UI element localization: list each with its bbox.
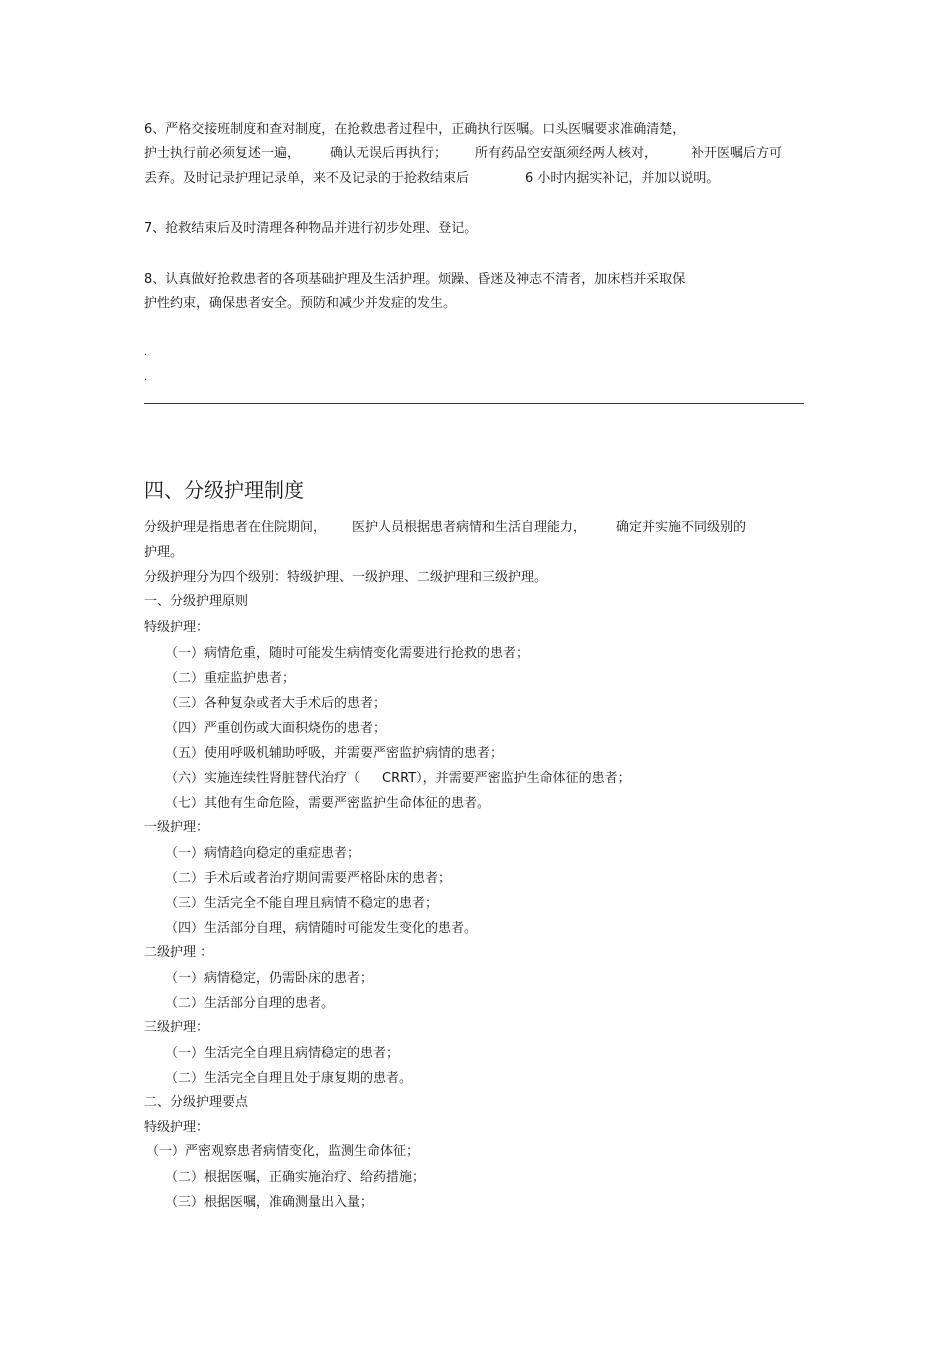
- special-item-2: （二）重症监护患者；: [165, 671, 296, 686]
- item6-line2-part-a: 护士执行前必须复述一遍，: [144, 146, 301, 161]
- intro-part-b: 医护人员根据患者病情和生活自理能力，: [352, 520, 587, 535]
- key-item-2: （二）根据医嘱，正确实施治疗、给药措施；: [165, 1170, 426, 1185]
- intro-part-c: 确定并实施不同级别的: [616, 520, 747, 535]
- first-item-1: （一）病情趋向稳定的重症患者；: [165, 846, 361, 861]
- section-title: 四、分级护理制度: [144, 478, 304, 502]
- second-label: 二级护理 ：: [144, 945, 214, 960]
- first-item-4: （四）生活部分自理，病情随时可能发生变化的患者。: [165, 921, 478, 936]
- item6-line2-part-d: 补开医嘱后方可: [691, 146, 783, 161]
- item6-line2: [144, 146, 782, 162]
- principles-title: 一、分级护理原则: [144, 594, 249, 609]
- third-item-1: （一）生活完全自理且病情稳定的患者；: [165, 1046, 400, 1061]
- item6-line2-part-c: 所有药品空安瓿须经两人核对，: [475, 146, 658, 161]
- key-points-title: 二、分级护理要点: [144, 1095, 249, 1110]
- item6-line2-part-b: 确认无误后再执行；: [330, 146, 448, 161]
- item6-line3-part-a: 丢弃。及时记录护理记录单，来不及记录的于抢救结束后: [144, 171, 470, 186]
- special-item-6-part-b: CRRT），并需要严密监护生命体征的患者；: [382, 771, 631, 786]
- special-item-5: （五）使用呼吸机辅助呼吸，并需要严密监护病情的患者；: [165, 746, 504, 761]
- special-item-1: （一）病情危重，随时可能发生病情变化需要进行抢救的患者；: [165, 646, 530, 661]
- second-item-2: （二）生活部分自理的患者。: [165, 996, 335, 1011]
- horizontal-rule: [144, 403, 804, 404]
- first-item-2: （二）手术后或者治疗期间需要严格卧床的患者；: [165, 871, 452, 886]
- second-item-1: （一）病情稳定，仍需卧床的患者；: [165, 971, 374, 986]
- key-item-1: （一）严密观察患者病情变化，监测生命体征；: [146, 1144, 420, 1159]
- intro-line2: 护理。: [144, 545, 184, 560]
- item8-line2: 护性约束，确保患者安全。预防和减少并发症的发生。: [144, 296, 457, 311]
- intro-line1: [144, 520, 746, 536]
- special-label-2: 特级护理：: [144, 1120, 210, 1135]
- dot-marker-2: .: [144, 372, 148, 383]
- special-item-6: [165, 771, 631, 787]
- item6-line1: 6、严格交接班制度和查对制度，在抢救患者过程中，正确执行医嘱。口头医嘱要求准确清楚，: [144, 122, 686, 137]
- dot-marker-1: .: [144, 347, 148, 358]
- item6-line3-part-b: 6 小时内据实补记，并加以说明。: [525, 171, 720, 186]
- special-item-6-part-a: （六）实施连续性肾脏替代治疗（: [165, 771, 361, 786]
- third-item-2: （二）生活完全自理且处于康复期的患者。: [165, 1071, 413, 1086]
- special-label: 特级护理：: [144, 620, 210, 635]
- third-label: 三级护理：: [144, 1020, 210, 1035]
- item7: 7、抢救结束后及时清理各种物品并进行初步处理、登记。: [144, 221, 478, 236]
- levels-line: 分级护理分为四个级别：特级护理、一级护理、二级护理和三级护理。: [144, 570, 548, 585]
- item8-line1: 8、认真做好抢救患者的各项基础护理及生活护理。烦躁、昏迷及神志不清者，加床档并采取保: [144, 272, 686, 287]
- special-item-3: （三）各种复杂或者大手术后的患者；: [165, 696, 387, 711]
- special-item-4: （四）严重创伤或大面积烧伤的患者；: [165, 721, 387, 736]
- key-item-3: （三）根据医嘱，准确测量出入量；: [165, 1195, 374, 1210]
- item6-line3: [144, 171, 719, 187]
- special-item-7: （七）其他有生命危险，需要严密监护生命体征的患者。: [165, 796, 491, 811]
- first-label: 一级护理：: [144, 820, 210, 835]
- intro-part-a: 分级护理是指患者在住院期间，: [144, 520, 327, 535]
- first-item-3: （三）生活完全不能自理且病情不稳定的患者；: [165, 896, 439, 911]
